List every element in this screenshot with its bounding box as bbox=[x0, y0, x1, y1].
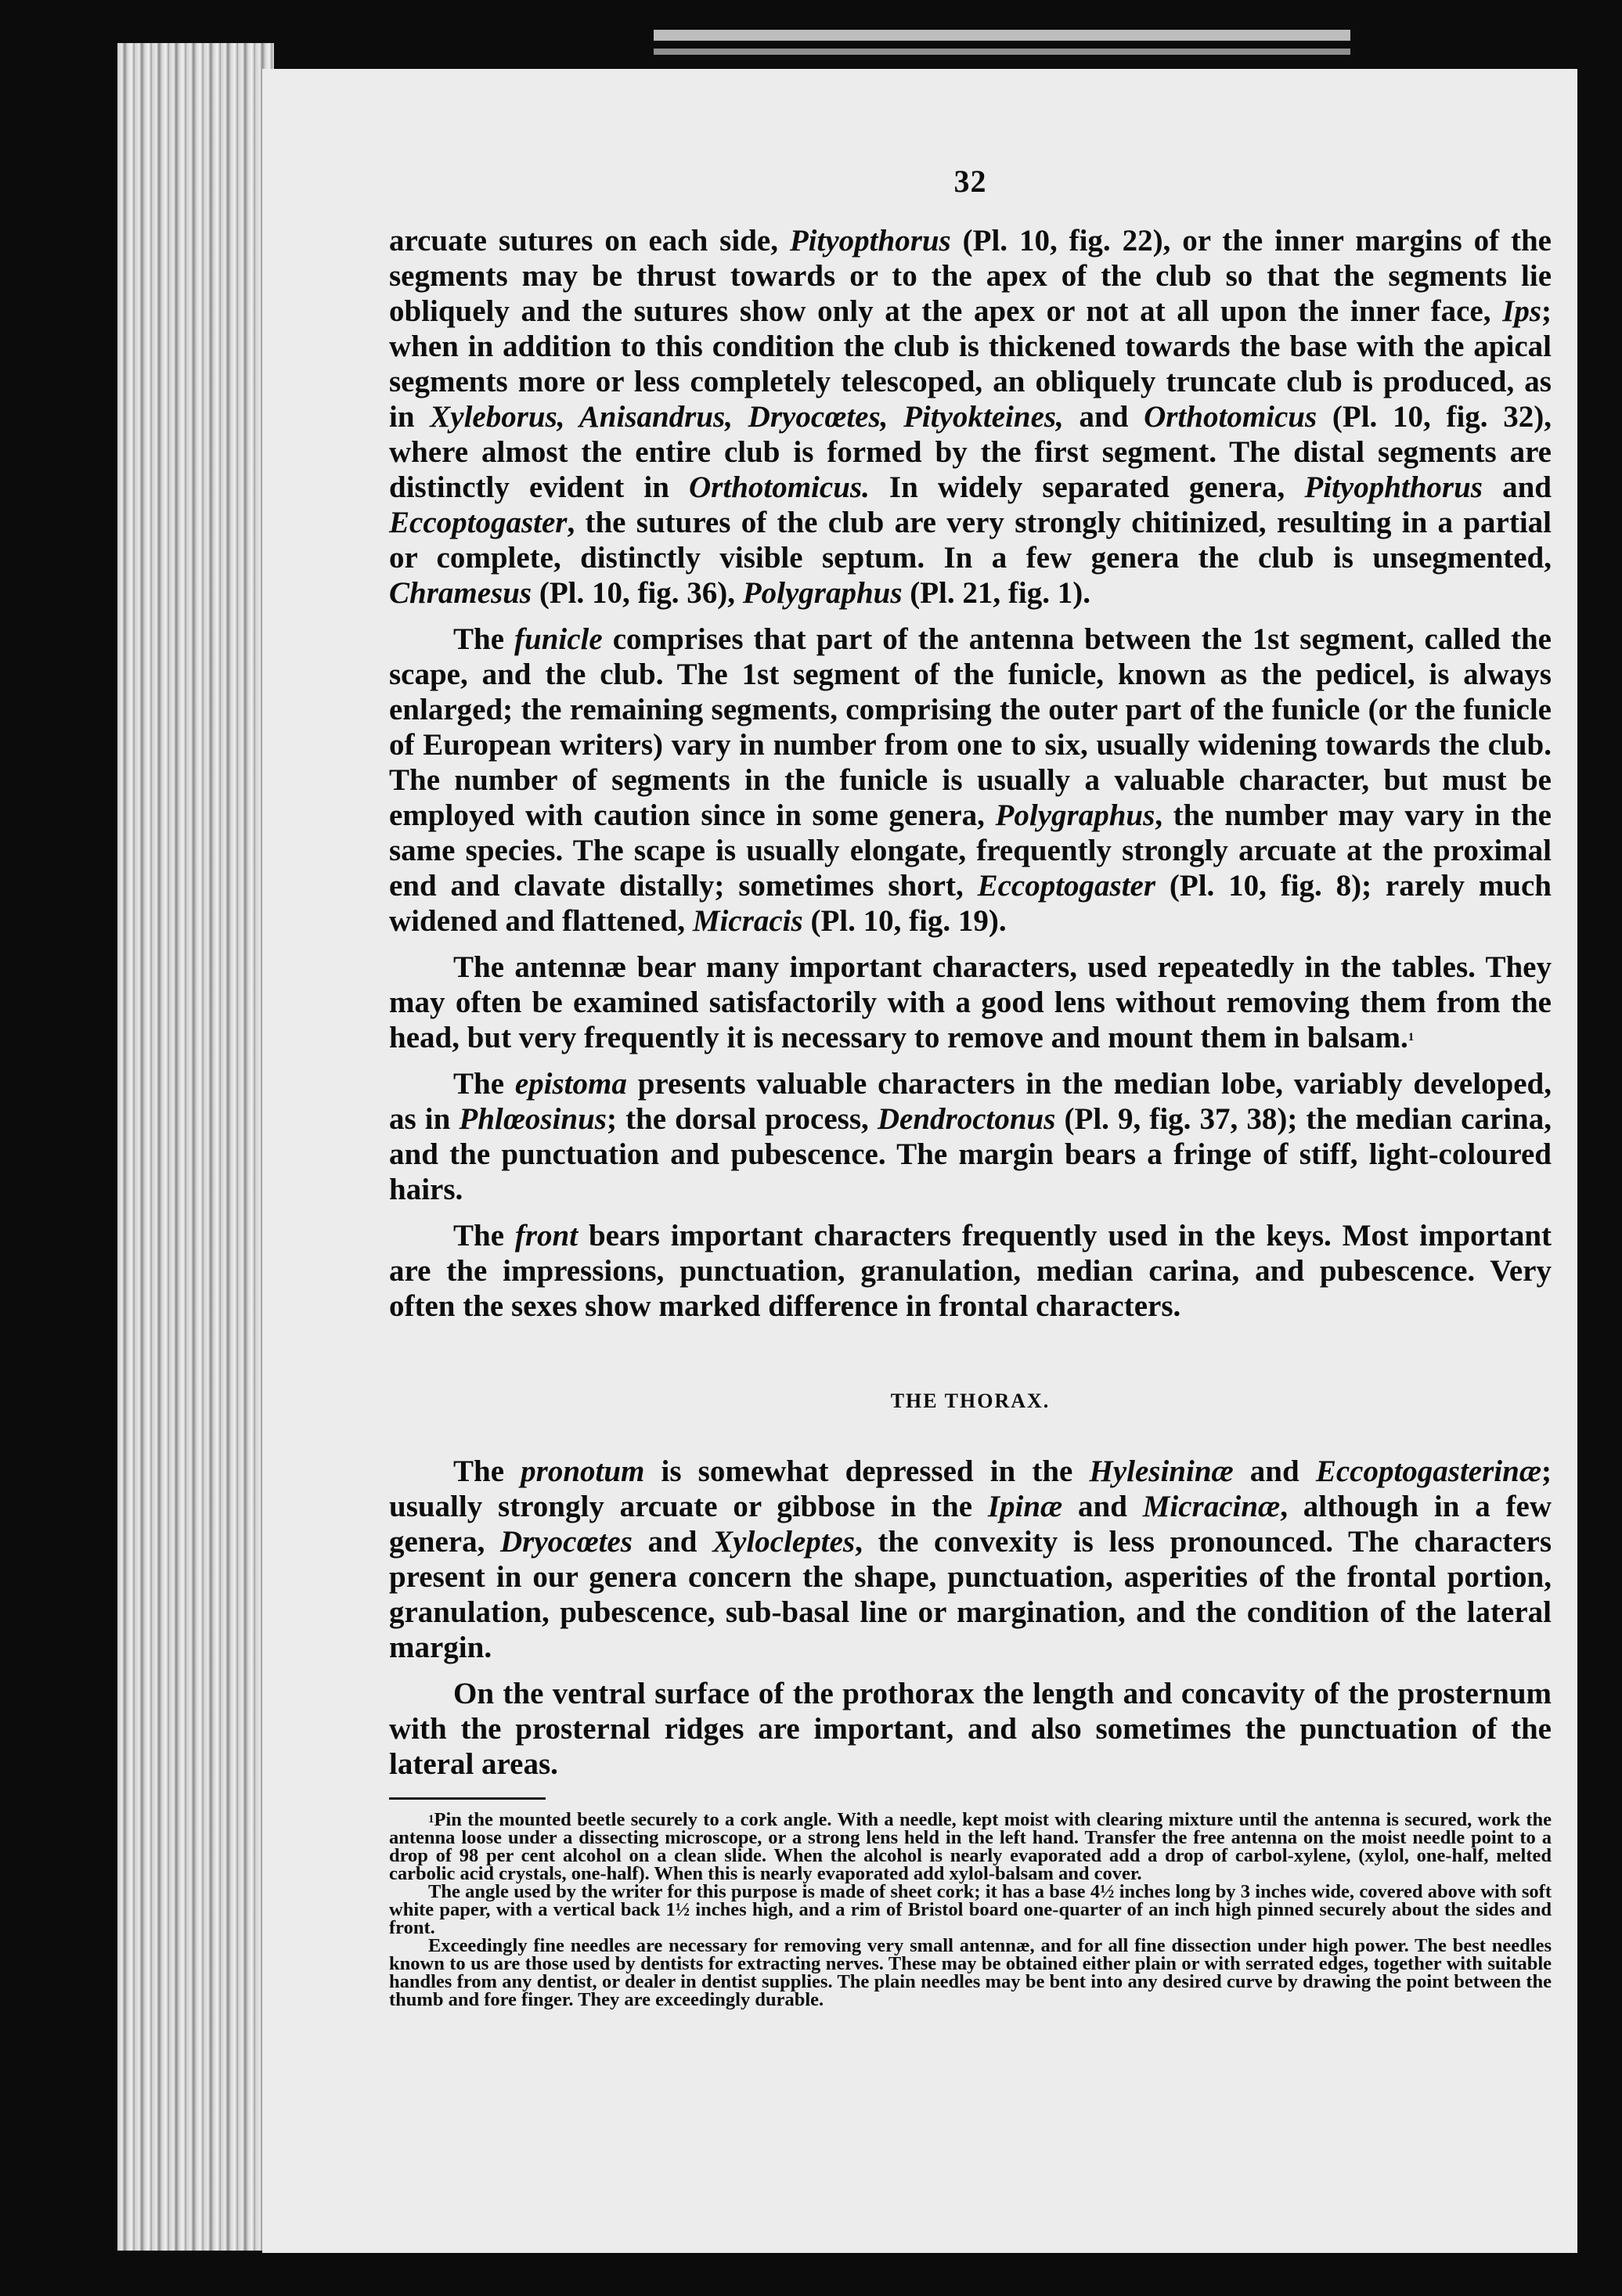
text-run: The angle used by the writer for this purpose is made of sheet cork; it has a base 4½ inches long by 3 inches wide, covered above with soft white paper, with a vertical back 1½ inches high, and a rim of Bristol board one-quarter of an inch high pinned securely about the sides and front. bbox=[389, 1881, 1552, 1938]
paragraph bbox=[389, 950, 1552, 1055]
text-run: On the ventral surface of the prothorax the length and concavity of the prosternum with the prosternal ridges are important, and also sometimes the punctuation of the lateral areas. bbox=[389, 1677, 1552, 1781]
text-run: and bbox=[1233, 1454, 1316, 1488]
text-run: ; when in addition to this condition the club is thickened towards the base with the apical segments more or less completely telescoped, an obliquely truncate club is produced, as in bbox=[389, 294, 1552, 434]
text-run: and bbox=[1063, 400, 1144, 434]
italic-text: Chramesus bbox=[389, 576, 532, 610]
footnote bbox=[389, 1937, 1552, 2009]
text-run: arcuate sutures on each side, bbox=[389, 224, 790, 258]
italic-text: Phlœosinus bbox=[459, 1102, 607, 1136]
italic-text: Pityopthorus bbox=[789, 224, 951, 258]
italic-text: Eccoptogaster bbox=[389, 506, 568, 539]
text-run: bears important characters frequently used in the keys. Most important are the impressions, punctuation, granulation, median carina, and pubescence. Very often the sexes show marked difference in frontal characters. bbox=[389, 1219, 1552, 1323]
text-run: The bbox=[453, 622, 515, 656]
text-run: Exceedingly fine needles are necessary for removing very small antennæ, and for all fine dissection under high power. The best needles known to us are those used by dentists for extracting nerves. These may be obtained either plain or with serrated edges, together with suitable handles from any dentist, or dealer in dentist supplies. The plain needles may be bent into any desired curve by drawing the point between the thumb and fore finger. They are exceedingly durable. bbox=[389, 1935, 1552, 2010]
text-run: , the convexity is less pronounced. The characters present in our genera concern the shape, punctuation, asperities of the frontal portion, granulation, pubescence, sub-basal line or margination, and the condition of the lateral margin. bbox=[389, 1525, 1552, 1664]
paragraph bbox=[389, 1218, 1552, 1324]
footnotes bbox=[389, 1811, 1552, 2009]
text-run: (Pl. 9, fig. 37, 38); the median carina, and the punctuation and pubescence. The margin bears a fringe of stiff, light-coloured hairs. bbox=[389, 1102, 1552, 1206]
paragraph bbox=[389, 1676, 1552, 1782]
book-page bbox=[262, 69, 1577, 2253]
paragraph bbox=[389, 622, 1552, 939]
text-run: ; the dorsal process, bbox=[606, 1102, 878, 1136]
text-run: The antennæ bear many important characters, used repeatedly in the tables. They may often be examined satisfactorily with a good lens without removing them from the head, but very frequently it is necessary to remove and mount them in balsam. bbox=[389, 950, 1552, 1054]
footnote-rule bbox=[389, 1797, 546, 1800]
italic-text: Ipinæ bbox=[987, 1490, 1063, 1523]
text-run: ; usually strongly arcuate or gibbose in the bbox=[389, 1454, 1552, 1523]
text-run: Pin the mounted beetle securely to a cork angle. With a needle, kept moist with clearing mixture until the antenna is secured, work the antenna loose under a dissecting microscope, or a strong lens held in the left hand. Transfer the free antenna on the moist needle point to a drop of 98 per cent alcohol on a clean slide. When the alcohol is nearly evaporated add a drop of carbol-xylene, (xylol, one-half, melted carbolic acid crystals, one-half). When this is nearly evaporated add xylol-balsam and cover. bbox=[389, 1809, 1552, 1884]
text-run: (Pl. 10, fig. 8); rarely much widened and flattened, bbox=[389, 869, 1552, 938]
footnote-marker: 1 bbox=[1408, 1031, 1415, 1043]
italic-text: Eccoptogasterinæ bbox=[1315, 1454, 1541, 1488]
italic-text: Micracinæ bbox=[1142, 1490, 1281, 1523]
italic-text: Polygraphus bbox=[995, 798, 1155, 832]
text-run: and bbox=[632, 1525, 713, 1559]
text-run: The bbox=[453, 1219, 515, 1253]
italic-text: Xyleborus, Anisandrus, Dryocœtes, Pityokteines, bbox=[430, 400, 1064, 434]
italic-text: funicle bbox=[514, 622, 603, 656]
text-run: The bbox=[453, 1454, 521, 1488]
text-run: The bbox=[453, 1067, 515, 1101]
text-run: (Pl. 10, fig. 22), or the inner margins of the segments may be thrust towards or to the apex of the club so that the segments lie obliquely and the sutures show only at the apex or not at all upon the inner face, bbox=[389, 224, 1552, 328]
text-run: and bbox=[1482, 470, 1552, 504]
italic-text: Orthotomicus. bbox=[689, 470, 870, 504]
italic-text: Polygraphus bbox=[742, 576, 903, 610]
italic-text: Orthotomicus bbox=[1144, 400, 1317, 434]
scan-edge-top-shadow bbox=[654, 49, 1350, 55]
text-run: comprises that part of the antenna between the 1st segment, called the scape, and the club. The 1st segment of the funicle, known as the pedicel, is always enlarged; the remaining segments, comprising the outer part of the funicle (or the funicle of European writers) vary in number from one to six, usually widening towards the club. The number of segments in the funicle is usually a valuable character, but must be employed with caution since in some genera, bbox=[389, 622, 1552, 832]
text-run: , although in a few genera, bbox=[389, 1490, 1552, 1559]
italic-text: Ips bbox=[1502, 294, 1541, 328]
text-run: In widely separated genera, bbox=[869, 470, 1305, 504]
text-run: (Pl. 10, fig. 36), bbox=[532, 576, 743, 610]
text-run: and bbox=[1062, 1490, 1143, 1523]
text-run: is somewhat depressed in the bbox=[644, 1454, 1090, 1488]
text-run: presents valuable characters in the median lobe, variably developed, as in bbox=[389, 1067, 1552, 1136]
paragraph bbox=[389, 1454, 1552, 1665]
italic-text: Dryocœtes bbox=[500, 1525, 633, 1559]
text-run: (Pl. 10, fig. 32), where almost the entire club is formed by the first segment. The distal segments are distinctly evident in bbox=[389, 400, 1552, 504]
footnote bbox=[389, 1811, 1552, 1883]
scan-edge-top bbox=[654, 30, 1350, 41]
italic-text: front bbox=[514, 1219, 579, 1253]
text-run: , the sutures of the club are very strongly chitinized, resulting in a partial or complete, distinctly visible septum. In a few genera the club is unsegmented, bbox=[389, 506, 1552, 575]
italic-text: Xylocleptes bbox=[712, 1525, 856, 1559]
italic-text: Micracis bbox=[692, 904, 803, 938]
paragraph bbox=[389, 1066, 1552, 1207]
text-run: (Pl. 21, fig. 1). bbox=[902, 576, 1090, 610]
italic-text: Dendroctonus bbox=[877, 1102, 1056, 1136]
page-edges bbox=[117, 43, 274, 2251]
italic-text: Eccoptogaster bbox=[977, 869, 1156, 903]
footnote-marker: 1 bbox=[428, 1813, 434, 1826]
text-run: , the number may vary in the same species. The scape is usually elongate, frequently strongly arcuate at the proximal end and clavate distally; sometimes short, bbox=[389, 798, 1552, 903]
page-number: 32 bbox=[953, 164, 987, 199]
italic-text: Pityophthorus bbox=[1304, 470, 1483, 504]
section-text bbox=[389, 1454, 1552, 1782]
page-content bbox=[389, 163, 1552, 2009]
section-heading: THE THORAX. bbox=[890, 1389, 1051, 1412]
italic-text: Hylesininæ bbox=[1089, 1454, 1234, 1488]
footnote bbox=[389, 1883, 1552, 1937]
italic-text: pronotum bbox=[521, 1454, 645, 1488]
italic-text: epistoma bbox=[514, 1067, 627, 1101]
text-run: (Pl. 10, fig. 19). bbox=[802, 904, 1007, 938]
body-text bbox=[389, 223, 1552, 1324]
paragraph bbox=[389, 223, 1552, 611]
